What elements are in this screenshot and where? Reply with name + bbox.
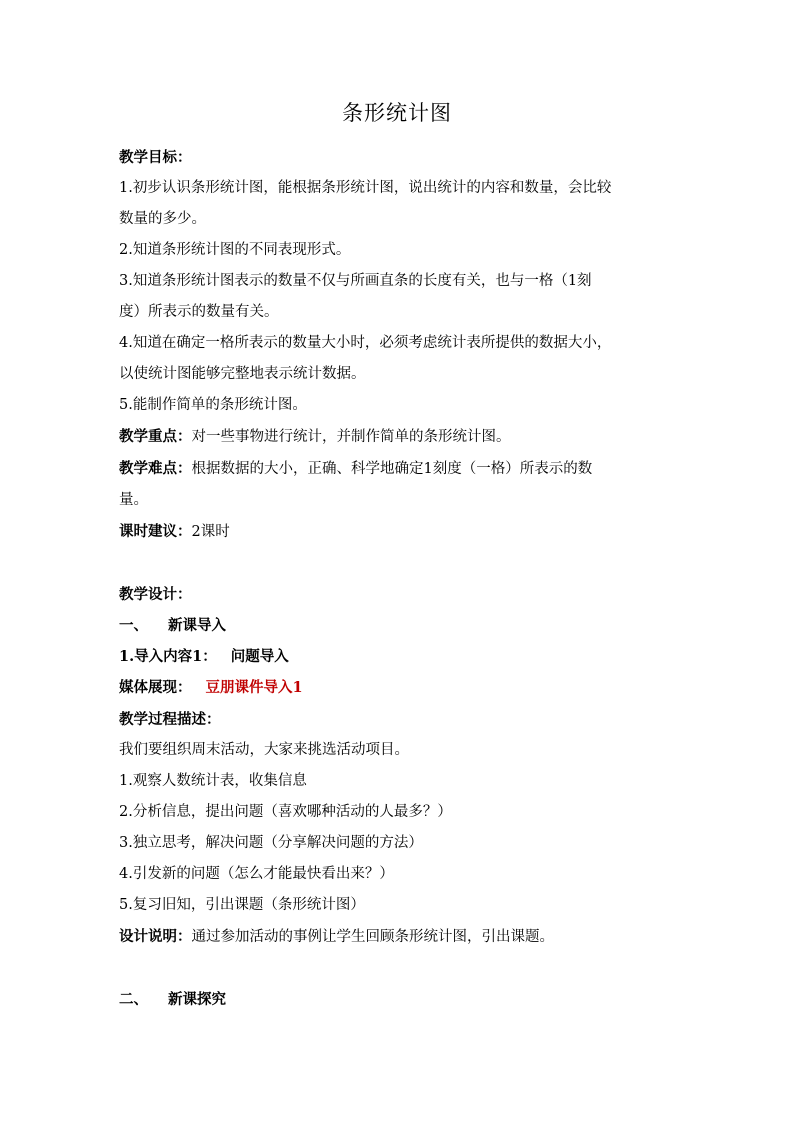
media-link[interactable]: 豆朋课件导入1	[205, 679, 303, 696]
key-point-text: 对一些事物进行统计，并制作简单的条形统计图。	[191, 429, 511, 445]
process-step-4: 4.引发新的问题（怎么才能最快看出来？）	[119, 866, 394, 882]
section-2-number: 二、	[119, 991, 148, 1008]
objective-item-3-line1: 3.知道条形统计图表示的数量不仅与所画直条的长度有关，也与一格（1刻	[119, 273, 592, 289]
objective-item-4-line2: 以使统计图能够完整地表示统计数据。	[119, 366, 366, 382]
objective-item-3-line2: 度）所表示的数量有关。	[119, 304, 279, 320]
objectives-heading: 教学目标：	[119, 149, 192, 166]
process-heading: 教学过程描述：	[119, 711, 221, 728]
process-step-1: 1.观察人数统计表，收集信息	[119, 773, 307, 789]
objective-item-4-line1: 4.知道在确定一格所表示的数量大小时，必须考虑统计表所提供的数据大小，	[119, 335, 612, 351]
key-point	[119, 421, 679, 453]
design-note-label: 设计说明：	[119, 928, 192, 945]
class-hours	[119, 516, 679, 548]
process-step-5: 5.复习旧知，引出课题（条形统计图）	[119, 897, 365, 913]
class-hours-label: 课时建议：	[119, 523, 192, 540]
design-note	[119, 921, 679, 953]
document-body	[119, 142, 679, 1015]
intro-number: 1.导入内容1：	[119, 648, 217, 665]
difficulty-line2: 量。	[119, 492, 148, 508]
blank-line-2	[119, 953, 679, 984]
section-1-title: 新课导入	[168, 617, 226, 634]
class-hours-text: 2课时	[191, 524, 230, 540]
objective-item-1-line1: 1.初步认识条形统计图，能根据条形统计图，说出统计的内容和数量，会比较	[119, 180, 612, 196]
section-2-heading	[119, 984, 679, 1015]
objective-item-5: 5.能制作简单的条形统计图。	[119, 397, 307, 413]
difficulty-text-1: 根据数据的大小，正确、科学地确定1刻度（一格）所表示的数	[191, 461, 593, 477]
design-heading: 教学设计：	[119, 586, 192, 603]
media-line	[119, 672, 679, 704]
design-note-text: 通过参加活动的事例让学生回顾条形统计图，引出课题。	[191, 929, 554, 945]
difficulty-label: 教学难点：	[119, 460, 192, 477]
section-2-title: 新课探究	[168, 991, 226, 1008]
section-1-number: 一、	[119, 617, 148, 634]
objective-item-2: 2.知道条形统计图的不同表现形式。	[119, 242, 351, 258]
process-step-3: 3.独立思考，解决问题（分享解决问题的方法）	[119, 835, 423, 851]
process-step-2: 2.分析信息，提出问题（喜欢哪种活动的人最多？）	[119, 804, 452, 820]
process-intro: 我们要组织周末活动，大家来挑选活动项目。	[119, 742, 409, 758]
intro-heading	[119, 641, 679, 672]
intro-title: 问题导入	[230, 648, 289, 665]
media-label: 媒体展现：	[119, 679, 192, 696]
key-point-label: 教学重点：	[119, 428, 192, 445]
objective-item-1-line2: 数量的多少。	[119, 211, 206, 227]
blank-line	[119, 548, 679, 579]
section-1-heading	[119, 610, 679, 641]
difficulty-line1	[119, 453, 679, 485]
page-title: 条形统计图	[342, 101, 452, 125]
